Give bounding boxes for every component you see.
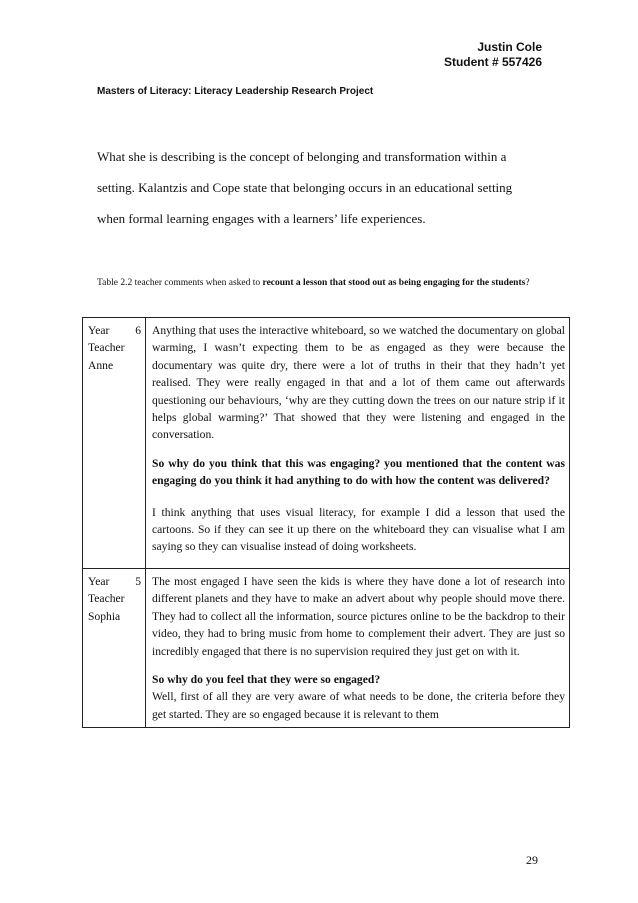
caption-prefix: Table 2.2 teacher comments when asked to bbox=[97, 278, 263, 288]
caption-suffix: ? bbox=[525, 278, 530, 288]
teacher-cell bbox=[83, 318, 146, 569]
table-row bbox=[83, 568, 570, 727]
comment-cell bbox=[146, 568, 570, 727]
intro-line: What she is describing is the concept of belonging and transformation within a bbox=[97, 149, 507, 164]
year-number: 6 bbox=[135, 324, 141, 337]
teacher-cell bbox=[83, 568, 146, 727]
intro-paragraph bbox=[97, 141, 543, 234]
teacher-role: Teacher bbox=[88, 592, 125, 606]
year-number: 5 bbox=[135, 574, 141, 588]
intro-line: setting. Kalantzis and Cope state that belonging occurs in an educational setting bbox=[97, 180, 513, 195]
answer-text: Well, first of all they are very aware of what needs to be done, the criteria before they get started. They are so engaged because it is relevant to them bbox=[152, 690, 565, 721]
year-label: Year bbox=[88, 324, 110, 337]
intro-line: when formal learning engages with a learners’ life experiences. bbox=[97, 211, 426, 226]
author-name: Justin Cole bbox=[477, 40, 542, 54]
question-text: So why do you feel that they were so engaged? bbox=[152, 672, 381, 686]
question-text: So why do you think that this was engaging? you mentioned that the content was engaging do you think it had anything to do with how the content was delivered? bbox=[152, 456, 565, 488]
table-caption bbox=[97, 277, 547, 290]
answer-text: The most engaged I have seen the kids is where they have done a lot of research into different planets and they have to make an advert about why people should move there. They had to collect all the information, source pictures online to be the backdrop to their video, they had to bring music from home to complement their advert. They are just so incredibly engaged that there is no supervision required they just get on with it. bbox=[152, 574, 565, 658]
table-row bbox=[83, 318, 570, 569]
teacher-name: Sophia bbox=[88, 609, 121, 623]
caption-bold: recount a lesson that stood out as being engaging for the students bbox=[262, 278, 526, 288]
teacher-role: Teacher bbox=[88, 341, 125, 355]
year-label: Year bbox=[88, 574, 110, 588]
comments-table bbox=[82, 317, 570, 728]
project-title: Masters of Literacy: Literacy Leadership Research Project bbox=[97, 86, 374, 97]
teacher-name: Anne bbox=[88, 358, 114, 372]
page-header bbox=[444, 40, 542, 70]
answer-text: Anything that uses the interactive whiteboard, so we watched the documentary on global warming, I wasn’t expecting them to be as engaged as they were because the documentary was quite dry, there were a lot of truths in their that they hadn’t yet realised. They were really engaged in that and a lot of them came out afterwards questioning our behaviours, ‘why are they cutting down the trees on our nature strip if it helps global warming?’ That showed that they were listening and engaged in the conversation. bbox=[152, 324, 565, 442]
comment-cell bbox=[146, 318, 570, 569]
answer-text: I think anything that uses visual literacy, for example I did a lesson that used the cartoons. So if they can see it up there on the whiteboard they can visualise what I am saying so they can visualise instead of doing worksheets. bbox=[152, 505, 565, 554]
student-id: Student # 557426 bbox=[443, 55, 542, 69]
page-number: 29 bbox=[526, 853, 538, 867]
